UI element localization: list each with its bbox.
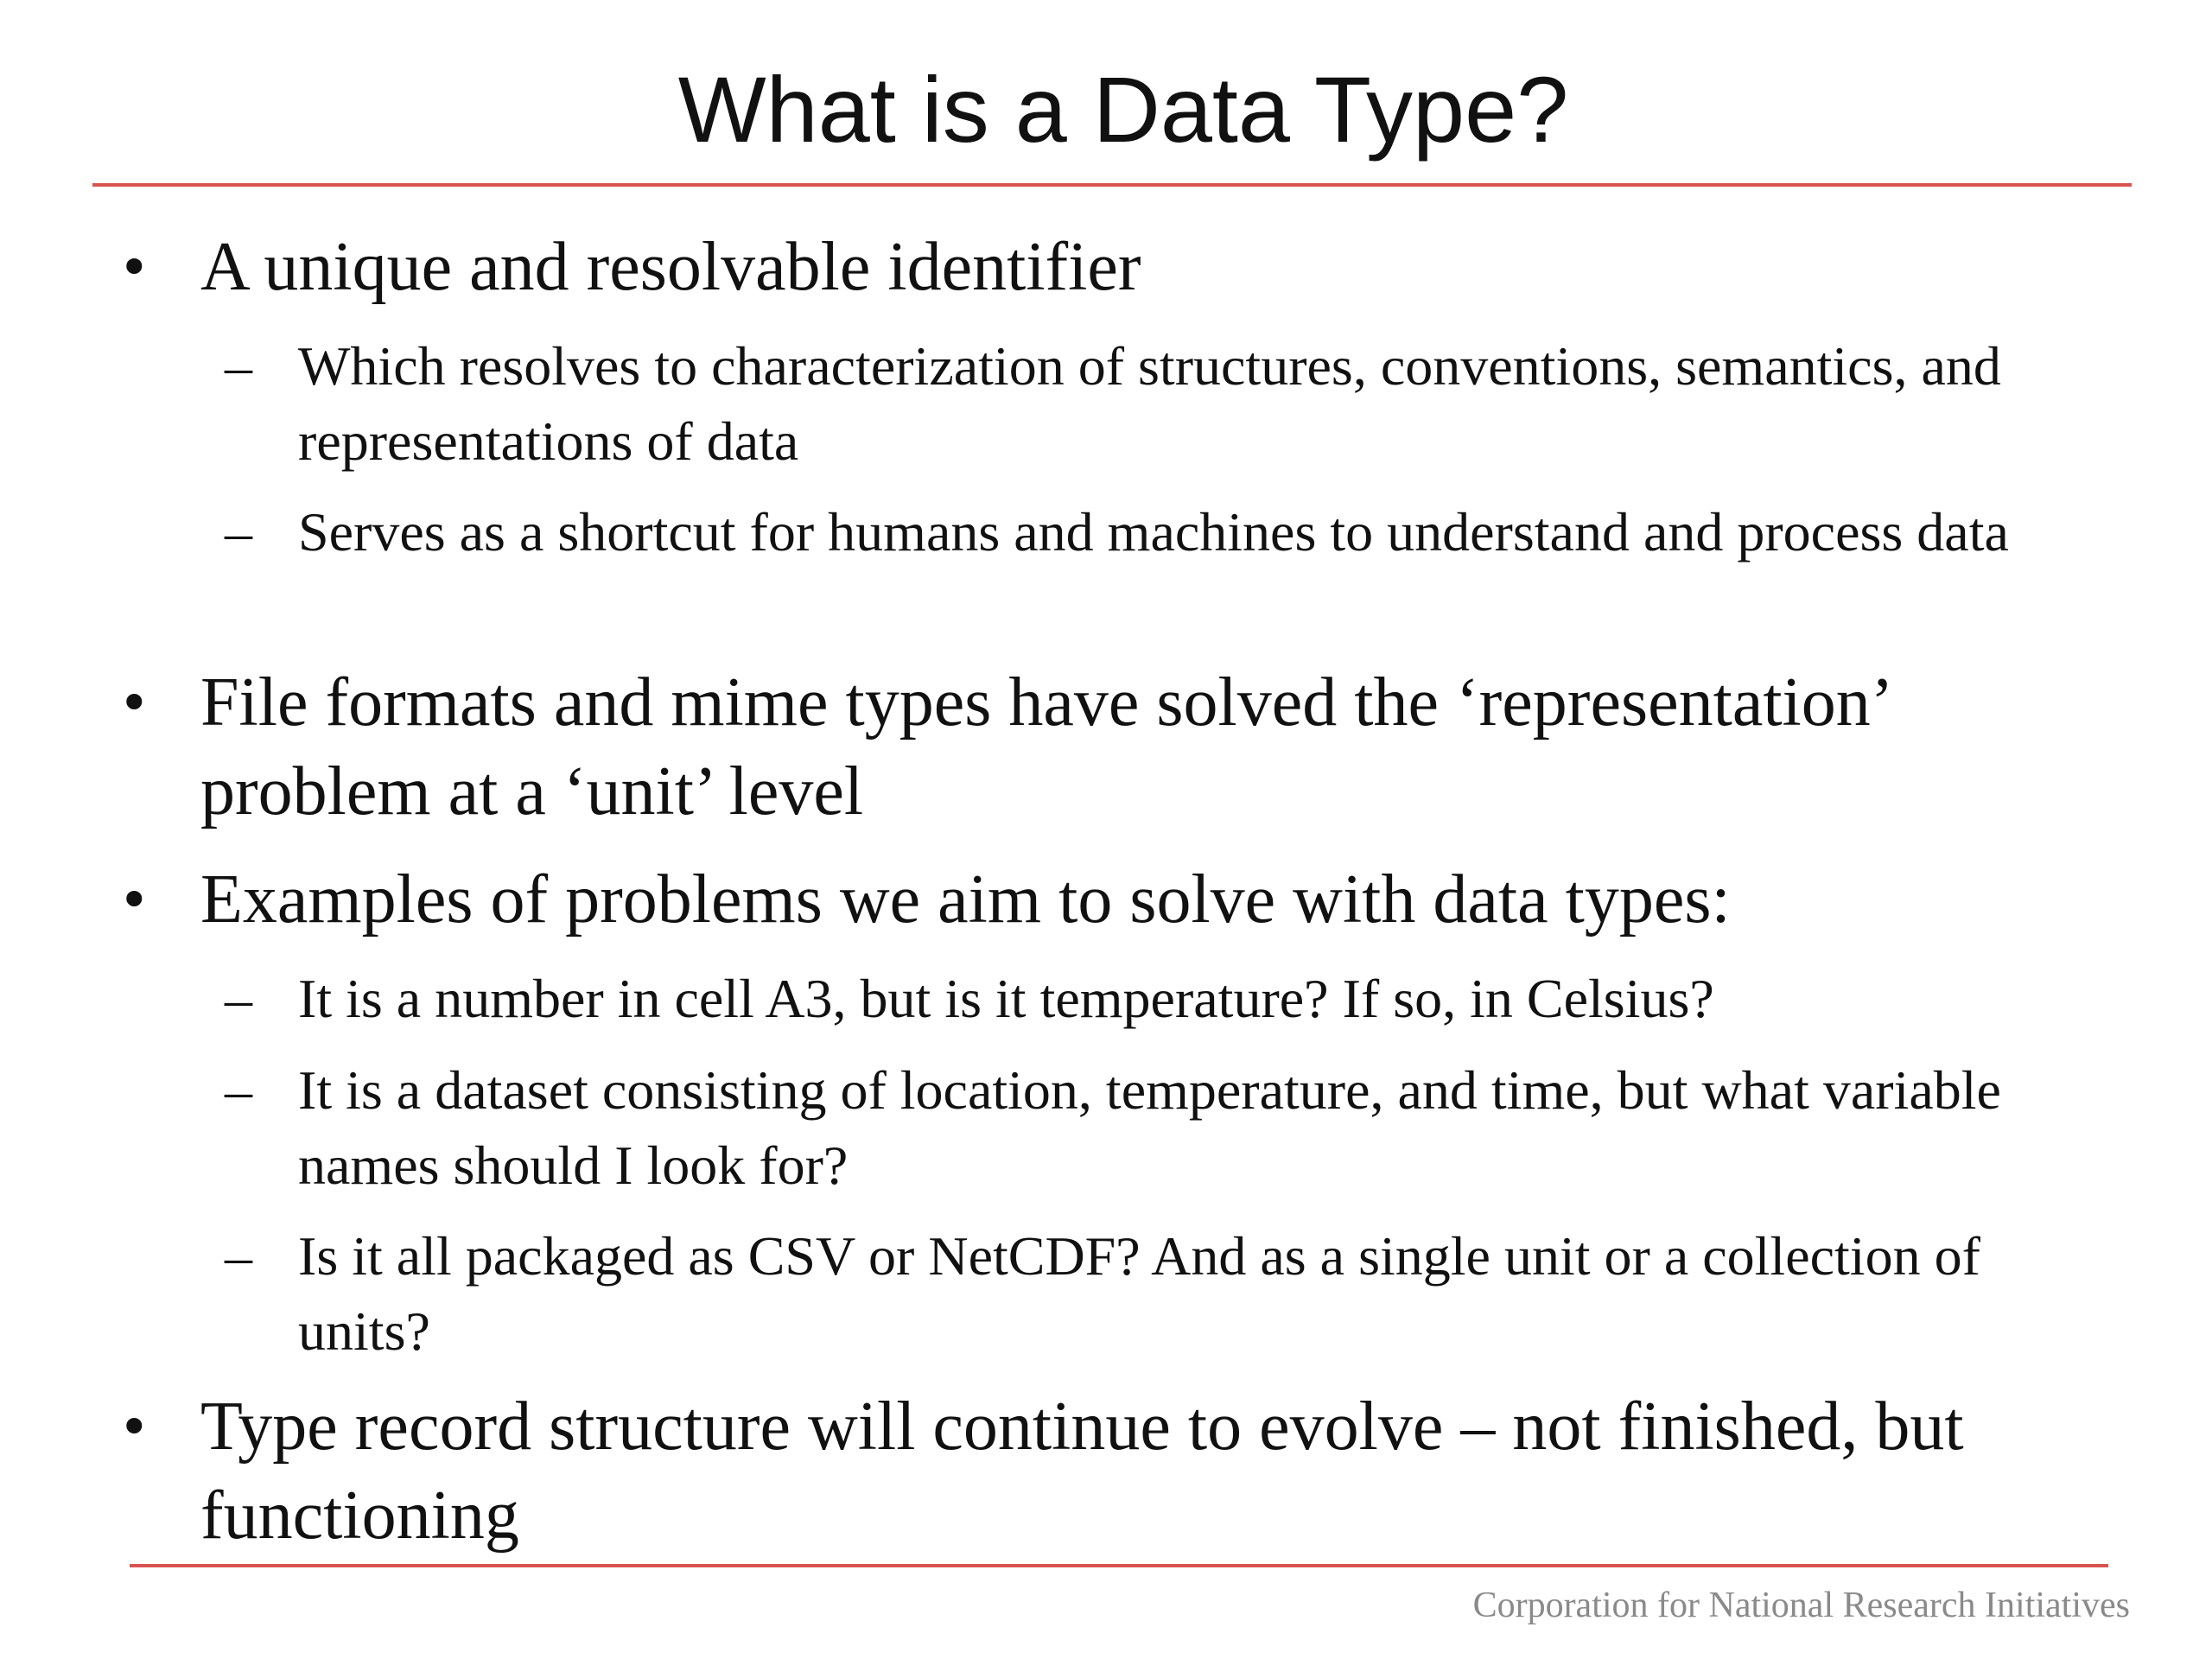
bullet-icon: • [118, 868, 150, 931]
sub-bullet-item [225, 1218, 2087, 1369]
bullet-item [118, 855, 2058, 944]
bullet-text: Examples of problems we aim to solve with data types: [200, 861, 1731, 938]
sub-bullet-item [225, 961, 2087, 1036]
sub-bullet-text: It is a dataset consisting of location, temperature, and time, but what variable names should I look for? [298, 1059, 2001, 1196]
footer-divider [130, 1564, 2108, 1567]
dash-icon: – [225, 1225, 252, 1287]
sub-bullet-item [225, 494, 2087, 569]
sub-bullet-text: Which resolves to characterization of structures, conventions, semantics, and representations of data [298, 335, 2001, 472]
dash-icon: – [225, 968, 252, 1029]
bullet-text: A unique and resolvable identifier [200, 229, 1141, 305]
bullet-item [118, 1382, 2058, 1560]
sub-bullet-text: It is a number in cell A3, but is it temperature? If so, in Celsius? [298, 968, 1714, 1029]
sub-bullet-text: Is it all packaged as CSV or NetCDF? And as a single unit or a collection of units? [298, 1225, 1980, 1362]
bullet-item [118, 658, 2058, 836]
dash-icon: – [225, 335, 252, 397]
bullet-icon: • [118, 671, 150, 734]
slide-title: What is a Data Type? [677, 57, 1569, 162]
bullet-item [118, 223, 2058, 312]
footer-organization: Corporation for National Research Initiatives [1472, 1586, 2130, 1625]
sub-bullet-item [225, 1052, 2087, 1203]
dash-icon: – [225, 1059, 252, 1121]
sub-bullet-item [225, 328, 2087, 479]
sub-bullet-text: Serves as a shortcut for humans and machines to understand and process data [298, 501, 2009, 563]
bullet-icon: • [118, 236, 150, 299]
bullet-text: File formats and mime types have solved the ‘representation’ problem at a ‘unit’ level [200, 664, 1889, 830]
bullet-icon: • [118, 1395, 150, 1459]
bullet-text: Type record structure will continue to evolve – not finished, but functioning [200, 1389, 1964, 1554]
dash-icon: – [225, 501, 252, 563]
